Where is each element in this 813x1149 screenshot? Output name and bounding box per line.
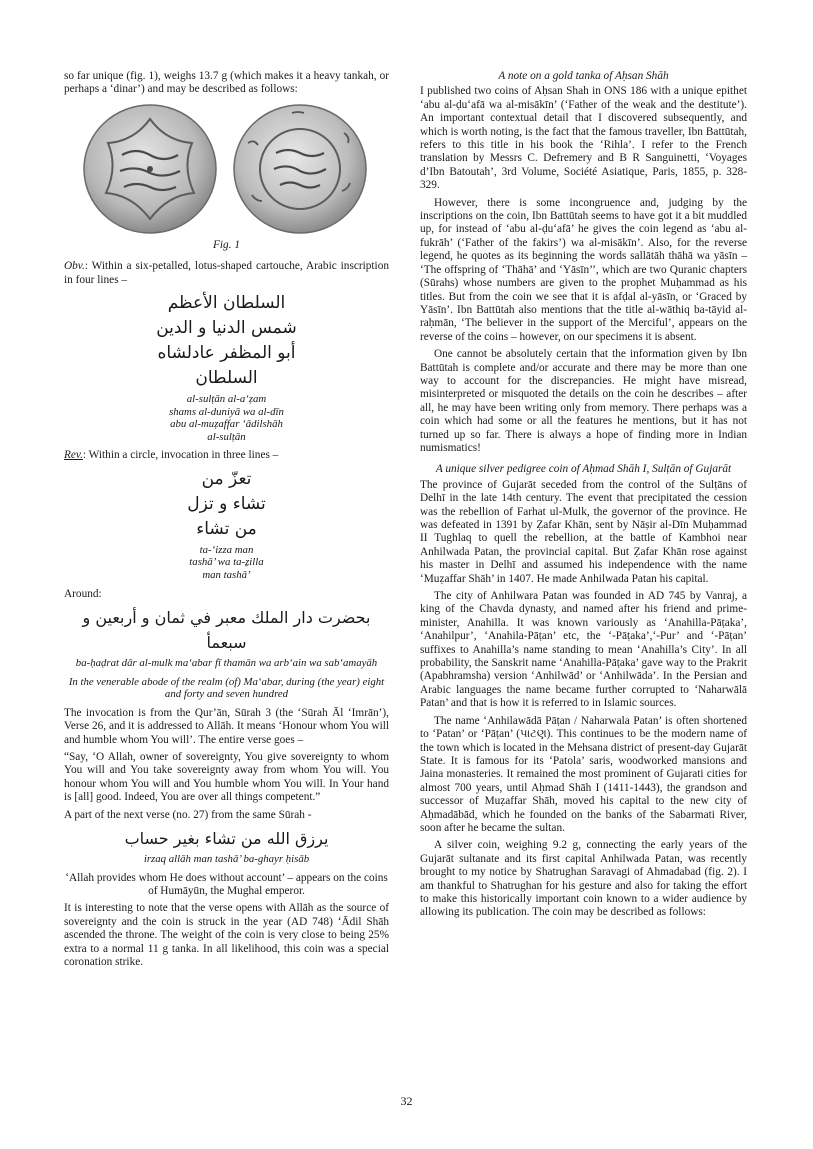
next-verse-translation: ‘Allah provides whom He does without account’ – appears on the coins of Humāyūn, the Mughal emperor.: [65, 871, 388, 898]
obverse-text: : Within a six-petalled, lotus-shaped cartouche, Arabic inscription in four lines –: [64, 260, 389, 286]
reverse-text: : Within a circle, invocation in three lines –: [82, 449, 279, 462]
arabic-line: شمس الدنيا و الدين: [156, 318, 297, 339]
paragraph: The name ‘Anhilawādā Pāṭan / Naharwala Patan’ is often shortened to ‘Patan’ or ‘Pāṭan’ (પાટણ). This continues to be the modern name of the town which is located in the Mehsana district of present-day Gujarāt State. It is famous for its ‘Patola’ saris, woodworked mansions and Jaina monasteries. It remained the most prominent of Gujarati cities for almost 700 years, until Aḥmad Shāh I (1411-1443), the grandson and successor of Muẓaffar Shāh, moved his capital to the new city of Aḥmadābād, which he founded on the banks of the Sabarmati River, soon after he became the sultan.: [420, 714, 747, 834]
around-label: Around:: [64, 587, 102, 600]
translit-line: al-sulṭān al-a‘ẓam: [186, 393, 267, 406]
verse-quote: “Say, ‘O Allah, owner of sovereignty, You give sovereignty to whom You will and You take sovereignty away from whom You will. You honour whom You will and You humble whom You will. In Your hand is [all] good. Indeed, You are over all things competent.”: [64, 751, 389, 804]
translit-line: man tashā’: [202, 569, 251, 581]
obverse-transliteration: [64, 393, 389, 443]
fig-1-caption: Fig. 1: [213, 238, 240, 251]
arabic-line: السلطان: [195, 368, 258, 389]
page-number: 32: [400, 1094, 413, 1108]
paragraph: However, there is some incongruence and, judging by the inscriptions on the coin, Ibn Battūtah seems to have got it a bit muddled up, for instead of ‘abu al-ḍu‘afā’ he gives the coin legend as ‘abu al-fukrāh’ (‘Father of the fakirs’) wa al-misākīn’. Also, for the reverse legend, he quotes as its beginning the words sallātāh thāhā wa yāsīn – ‘The offspring of ‘Thāhā’ and ‘Yāsīn’’, which are two Quranic chapters (Sūrahs) whose numbers are given to the prophet Muḥammad as his titles. But from the coin we see that it is afḍal al-yāsīn, or ‘Graced by Yāsīn’. Ibn Battūtah also mentions that the title al-wāthiq ba-tāyid al-raḥmān, ‘The believer in the support of the Merciful’, appears on the reverse of the coins – however, on our specimens it is absent.: [420, 196, 747, 343]
around-translation: In the venerable abode of the realm (of) Ma‘abar, during (the year) eight and forty and seven hundred: [68, 675, 385, 701]
invocation-paragraph: The invocation is from the Qur’ān, Sūrah 3 (the ‘Sūrah Āl ‘Imrān’), Verse 26, and it is addressed to Allāh. It means ‘Honour whom You will and humble whom You will’. The entire verse goes –: [64, 706, 389, 746]
coin-figure: [64, 103, 389, 233]
translit-line: shams al-duniyā wa al-dīn: [169, 405, 284, 418]
arabic-line: تعزّ من: [201, 468, 252, 489]
paragraph: The province of Gujarāt seceded from the control of the Sulṭāns of Delhī in the late 14th century. The event that precipitated the cession was the rebellion of Farhat ul-Mulk, the governor of the province. He was defeated in 1391 by Ẓafar Khān, sent by Nāṣir al-Dīn Muḥammad II Tughlaq to quell the rebellion, at the battle of Kambhoi near Anhilwada Patan, the provincial capital. But Ẓafar Khān rose against his master in Delhī and assumed his independence with the name ‘Muẓaffar Shāh’ in 1407. He made Anhilwada Patan his capital.: [420, 478, 747, 585]
paragraph: One cannot be absolutely certain that the information given by Ibn Battūtah is complete and/or accurate and there may be more than one way to account for the discrepancies. He might have misread, misinterpreted or misquoted the details on the coin he describes – after all, he may have been writing only from memory. There perhaps was a coin which had some or all the features he mentions, but it has not turned up so far. There is always a hope of finding more in Indian numismatics!: [420, 348, 747, 454]
reverse-arabic-inscription: [64, 467, 389, 542]
intro-paragraph: so far unique (fig. 1), weighs 13.7 g (which makes it a heavy tankah, or perhaps a ‘dinar’) and may be described as follows:: [64, 70, 389, 96]
translit-line: al-sulṭān: [207, 430, 246, 443]
obverse-label: Obv.: [64, 260, 85, 273]
left-column: [64, 70, 389, 973]
arabic-line: تشاء و تزل: [187, 493, 266, 514]
paragraph: I published two coins of Aḥsan Shah in ONS 186 with a unique epithet ‘abu al-ḍu‘afā wa al-misākīn’ (‘Father of the weak and the destitute’). An important contextual detail that I discovered subsequently, and which is worth noting, is the fact that the famous traveller, Ibn Battūtah, refers to this title in his book the ‘Rihla’. I refer to the French translation by Messrs C. Defremery and B R Sanguinetti, ‘Voyages d’Ibn Batoutah’, 3rd Volume, Société Asiatique, Paris, 1855, p. 328-329.: [420, 85, 747, 192]
reverse-label: Rev.: [64, 449, 83, 462]
next-verse-arabic: يرزق الله من تشاء بغير حساب: [124, 829, 329, 849]
section-heading-ahsan-shah: A note on a gold tanka of Aḥsan Shāh: [498, 70, 669, 82]
coin-obverse-image: [82, 103, 218, 235]
arabic-line: السلطان الأعظم: [167, 293, 286, 314]
translit-line: ta-‘izza man: [199, 543, 254, 556]
arabic-line: أبو المظفر عادلشاه: [157, 343, 296, 364]
obverse-description: [64, 260, 389, 287]
translit-line: tashā’ wa ta-ẕilla: [189, 556, 264, 569]
right-column: [420, 70, 747, 924]
obverse-arabic-inscription: [64, 291, 389, 391]
coin-reverse-image: [232, 103, 368, 235]
arabic-line: من تشاء: [196, 518, 257, 539]
translit-line: abu al-muẓaffar ‘ādilshāh: [170, 418, 283, 431]
final-paragraph: It is interesting to note that the verse opens with Allāh as the source of sovereignty and the coin is struck in the year (AD 748) ‘Ādil Shāh ascended the throne. The weight of the coin is very close to being 25% extra to a normal 11 g tanka. In all likelihood, this coin was a special coronation strike.: [64, 902, 389, 969]
paragraph: A silver coin, weighing 9.2 g, connecting the early years of the Gujarāt sultanate and its first capital Anhilwada Patan, was recently brought to my notice by Shatrughan Saravagi of Ahmadabad (fig. 2). I am thankful to Shatrughan for his gesture and also for taking the effort to make this historically important coin known to a wider audience by allowing its publication. The coin may be described as follows:: [420, 839, 747, 919]
around-arabic-inscription: بحضرت دار الملك معبر في ثمان و أربعين و سبعمأ: [82, 608, 371, 652]
next-verse-paragraph: A part of the next verse (no. 27) from the same Sūrah -: [64, 808, 312, 821]
paragraph: The city of Anhilwara Patan was founded in AD 745 by Vanraj, a king of the Chavda dynasty, and named after his friend and prime-minister, Anahilla. It was known variously as ‘Anahilla-Pāṭaka’, ‘Anahilpur’, ‘Anahila-Pāṭan’ etc, the ‘-Pāṭaka’,‘-Pur’ and ‘-Pāṭan’ suffixes to Anahilla’s name standing to mean ‘Anahilla’s City’. In all probability, the Sanskrit name ‘Anahilla-Pāṭaka’ gave way to the Prakrit (Apabhramsha) version ‘Anhilwād’ or ‘Anhilwāda’. In the Persian and Arabic languages the name became further corrupted to ‘Naharwālā Patan’ and that is how it is referred to in Islamic sources.: [420, 590, 747, 710]
around-transliteration: ba-ḥaḍrat dār al-mulk ma‘abar fī thamān wa arb‘ain wa sab‘amayāh: [75, 657, 378, 669]
section-heading-ahmad-shah: A unique silver pedigree coin of Aḥmad Shāh I, Sulṭān of Gujarāt: [435, 463, 732, 476]
reverse-description: [64, 449, 389, 462]
reverse-transliteration: [64, 544, 389, 582]
next-verse-transliteration: irzaq allāh man tashā’ ba-ghayr ḥisāb: [143, 853, 310, 866]
